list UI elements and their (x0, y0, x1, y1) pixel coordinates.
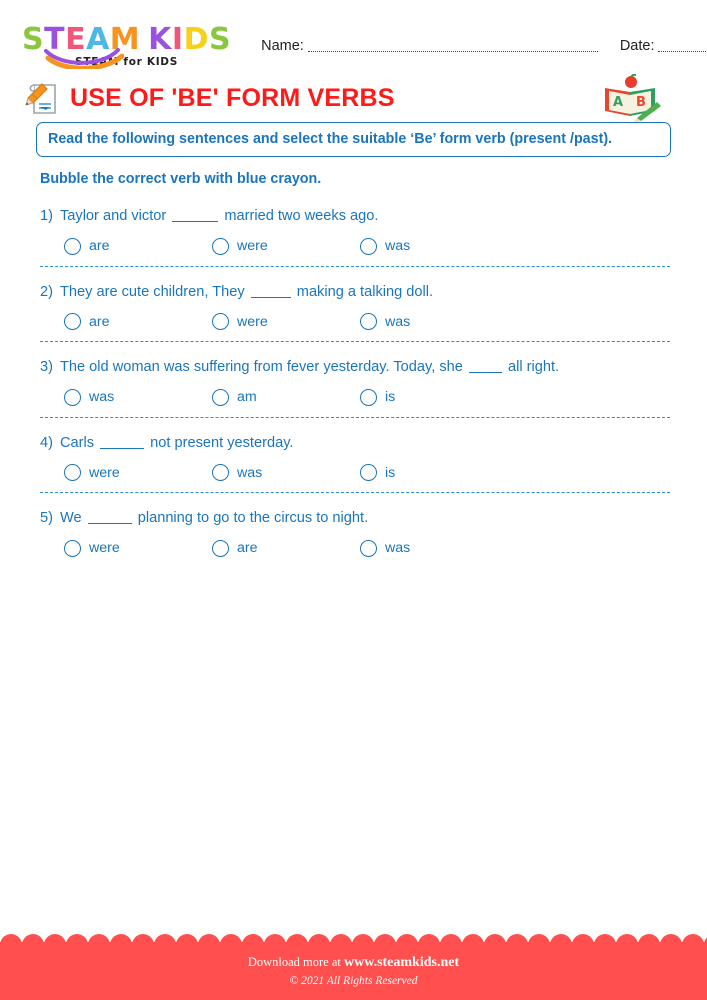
question-text-after: not present yesterday. (146, 434, 294, 451)
logo-letter: M (109, 21, 141, 57)
abc-book-icon (597, 74, 663, 122)
option-choice[interactable] (212, 313, 360, 330)
footer-download-line (0, 942, 707, 971)
footer-copyright: © 2021 All Rights Reserved (289, 975, 418, 987)
question-list (40, 208, 672, 557)
question-text-after: planning to go to the circus to night. (133, 510, 369, 526)
logo-gap (140, 25, 148, 55)
option-choice[interactable] (360, 389, 508, 406)
option-choice[interactable] (212, 540, 360, 557)
option-label: are (237, 540, 258, 556)
name-label: Name: (261, 38, 304, 54)
option-choice[interactable] (360, 464, 508, 481)
title-row (22, 74, 685, 122)
pencil-paper-icon (22, 77, 64, 119)
question-block (40, 359, 672, 418)
question-text-before: The old woman was suffering from fever yesterday. Today, she (59, 359, 467, 375)
option-choice[interactable] (360, 238, 508, 255)
option-label: am (237, 389, 257, 405)
svg-text:B: B (636, 95, 646, 110)
option-choice[interactable] (64, 464, 212, 481)
logo-wordmark (22, 21, 232, 57)
question-number: 4) (40, 434, 53, 451)
logo-letter: A (86, 21, 110, 57)
option-row (40, 464, 672, 481)
scallop-edge (0, 933, 707, 945)
question-number: 2) (40, 283, 53, 300)
option-choice[interactable] (360, 313, 508, 330)
option-label: was (385, 238, 411, 254)
option-choice[interactable] (212, 238, 360, 255)
option-label: were (89, 540, 120, 556)
option-bubble[interactable] (212, 389, 229, 406)
answer-blank[interactable] (172, 210, 218, 222)
option-choice[interactable] (64, 238, 212, 255)
logo-letter: E (65, 21, 87, 57)
question-text-after: married two weeks ago. (220, 208, 379, 224)
option-label: are (89, 313, 110, 330)
page-title: USE OF 'BE' FORM VERBS (70, 83, 395, 112)
steam-kids-logo (22, 21, 232, 68)
footer-site-link[interactable]: www.steamkids.net (344, 955, 460, 970)
option-choice[interactable] (64, 389, 212, 406)
option-label: were (237, 313, 268, 330)
option-choice[interactable] (212, 389, 360, 406)
option-row (40, 540, 672, 557)
option-label: was (385, 313, 411, 330)
option-label: was (237, 464, 263, 481)
option-bubble[interactable] (64, 540, 81, 557)
option-choice[interactable] (212, 464, 360, 481)
question-separator (40, 492, 670, 493)
option-bubble[interactable] (212, 540, 229, 557)
option-label: was (385, 540, 411, 556)
question-separator (40, 266, 670, 267)
date-label: Date: (619, 38, 655, 54)
question-number: 1) (40, 208, 53, 224)
question-text (40, 510, 672, 528)
date-input[interactable] (658, 41, 707, 52)
question-number: 5) (40, 510, 53, 526)
option-bubble[interactable] (360, 540, 377, 557)
question-block (40, 284, 672, 343)
logo-letter: K (148, 21, 172, 57)
option-row (40, 389, 672, 406)
question-separator (40, 417, 670, 418)
option-bubble[interactable] (64, 389, 81, 406)
option-row (40, 313, 672, 330)
option-label: is (385, 464, 396, 481)
answer-blank[interactable] (469, 361, 502, 373)
svg-text:A: A (612, 95, 624, 110)
question-text-before: Carls (59, 434, 99, 451)
name-date-row (231, 38, 707, 54)
name-input[interactable] (308, 41, 598, 52)
option-choice[interactable] (64, 540, 212, 557)
question-text-before: They are cute children, They (59, 283, 249, 300)
option-label: were (89, 464, 120, 481)
question-text-after: all right. (503, 359, 560, 375)
question-text-before: Taylor and victor (59, 208, 171, 224)
logo-letter: I (171, 21, 184, 57)
answer-blank[interactable] (100, 437, 144, 449)
question-block (40, 510, 672, 557)
answer-blank[interactable] (251, 286, 291, 298)
answer-blank[interactable] (88, 512, 132, 524)
option-bubble[interactable] (212, 313, 229, 330)
question-number: 3) (40, 359, 53, 375)
logo-tagline: STEAM for KIDS (75, 55, 178, 68)
logo-letter: D (183, 21, 209, 57)
logo-letter: S (22, 21, 45, 57)
instruction-box: Read the following sentences and select the suitable ‘Be’ form verb (present /past). (36, 122, 671, 157)
option-label: are (89, 238, 110, 254)
logo-letter: T (44, 21, 66, 57)
option-bubble[interactable] (212, 464, 229, 481)
question-text (40, 435, 672, 453)
option-bubble[interactable] (360, 313, 377, 330)
option-row (40, 238, 672, 255)
question-text-after: making a talking doll. (292, 283, 434, 300)
option-choice[interactable] (64, 313, 212, 330)
question-block (40, 208, 672, 267)
option-label: were (237, 238, 268, 254)
page-header (22, 22, 685, 70)
footer-download-text: Download more at (247, 955, 341, 969)
question-text (40, 359, 672, 377)
option-bubble[interactable] (360, 464, 377, 481)
question-text (40, 208, 672, 226)
question-text-before: We (59, 510, 86, 526)
option-label: was (89, 389, 115, 405)
question-text (40, 284, 672, 302)
option-bubble[interactable] (64, 238, 81, 255)
instruction-subtext: Bubble the correct verb with blue crayon. (40, 171, 322, 187)
option-bubble[interactable] (360, 238, 377, 255)
question-block (40, 435, 672, 494)
option-choice[interactable] (360, 540, 508, 557)
option-bubble[interactable] (64, 464, 81, 481)
page-footer (0, 942, 707, 1000)
option-bubble[interactable] (212, 238, 229, 255)
logo-letter: S (208, 21, 232, 57)
option-label: is (385, 389, 396, 405)
option-bubble[interactable] (64, 313, 81, 330)
option-bubble[interactable] (360, 389, 377, 406)
question-separator (40, 341, 670, 342)
